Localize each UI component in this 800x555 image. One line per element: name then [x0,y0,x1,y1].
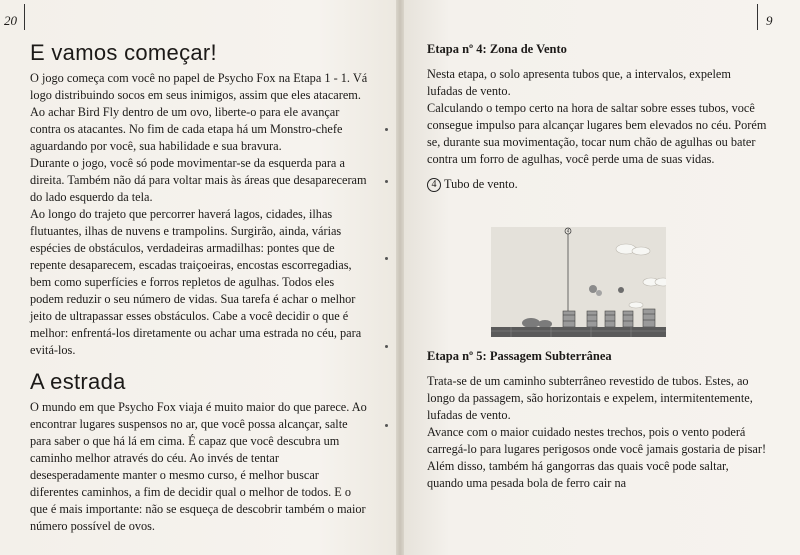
paragraph: O jogo começa com você no papel de Psycho Fox na Etapa 1 - 1. Vá logo distribuindo socos em seus inimigos, assim que eles atacarem. Ao achar Bird Fly dentro de um ovo, liberte-o para ele avançar contra os atacantes. No fim de cada etapa há um Monstro-chefe aguardando por você, sua habilidade e sua bravura. [30,71,368,153]
game-screenshot [491,227,666,337]
left-column [30,40,370,535]
section-road-body [30,399,370,535]
stage5-heading: Etapa nº 5: Passagem Subterrânea [427,349,612,363]
right-page-rule [757,4,758,30]
margin-mark [385,180,388,183]
margin-mark [385,345,388,348]
svg-text:4: 4 [566,228,570,234]
margin-mark [385,257,388,260]
paragraph: Calculando o tempo certo na hora de saltar sobre esses tubos, você consegue impulso para alcançar lugares bem elevados no céu. Porém se, durante sua movimentação, tocar num chão de agulhas ou bater contra um forro de agulhas, você perde uma de suas vidas. [427,101,767,166]
paragraph: O mundo em que Psycho Fox viaja é muito maior do que parece. Ao encontrar lugares suspensos no ar, que você possa alcançar, salte para saber o que há lá em cima. É capaz que você descubra um caminho melhor através do céu. Ao invés de tentar desesperadamente manter o mesmo curso, é melhor buscar diferentes caminhos, a fim de decidir qual o melhor de todos. E o que é mais importante: não se esqueça de descobrir também o maior número possível de ovos. [30,400,367,533]
left-page-rule [24,4,25,30]
section-title-road: A estrada [30,369,126,394]
margin-mark [385,128,388,131]
paragraph: Trata-se de um caminho subterrâneo revestido de tubos. Estes, ao longo da passagem, são horizontais e expelem, intermitentemente, lufadas de vento. [427,374,753,422]
paragraph: Nesta etapa, o solo apresenta tubos que, a intervalos, expelem lufadas de vento. [427,67,731,98]
stage4-heading: Etapa nº 4: Zona de Vento [427,42,567,56]
left-page-number: 20 [4,13,17,28]
callout-number-badge: 4 [427,178,441,192]
caption-text: Tubo de vento. [444,177,518,191]
paragraph: Durante o jogo, você só pode movimentar-se da esquerda para a direita. Também não dá para voltar mais às áreas que desapareceram do lado esquerdo da tela. [30,156,367,204]
book-gutter [396,0,404,555]
figure-caption [427,176,767,193]
section-start-body [30,70,370,359]
paragraph: Ao longo do trajeto que percorrer haverá lagos, cidades, ilhas flutuantes, ilhas de nuvens e trampolins. Surgirão, ainda, várias espécies de obstáculos, verdadeiras armadilhas: pontes que de repente desaparecem, escadas traiçoeiras, encostas escorregadias, bem como superfícies e forros repletos de agulhas. Todos eles podem reduzir o seu número de vidas. Sua tarefa é achar o melhor jeito de ultrapassar esses obstáculos. Cabe a você decidir o que é melhor: enfrentá-los diretamente ou achar uma estrada no céu, para evitá-los. [30,207,362,357]
game-scene-image [491,227,666,337]
paragraph: Avance com o maior cuidado nestes trechos, pois o vento poderá carregá-lo para lugares perigosos onde você jamais gostaria de pisar! Além disso, também há gangorras das quais você pode saltar, quando uma pesada bola de ferro cair na [427,425,767,490]
section-title-start: E vamos começar! [30,40,217,65]
right-page-number: 9 [766,13,773,28]
margin-mark [385,424,388,427]
